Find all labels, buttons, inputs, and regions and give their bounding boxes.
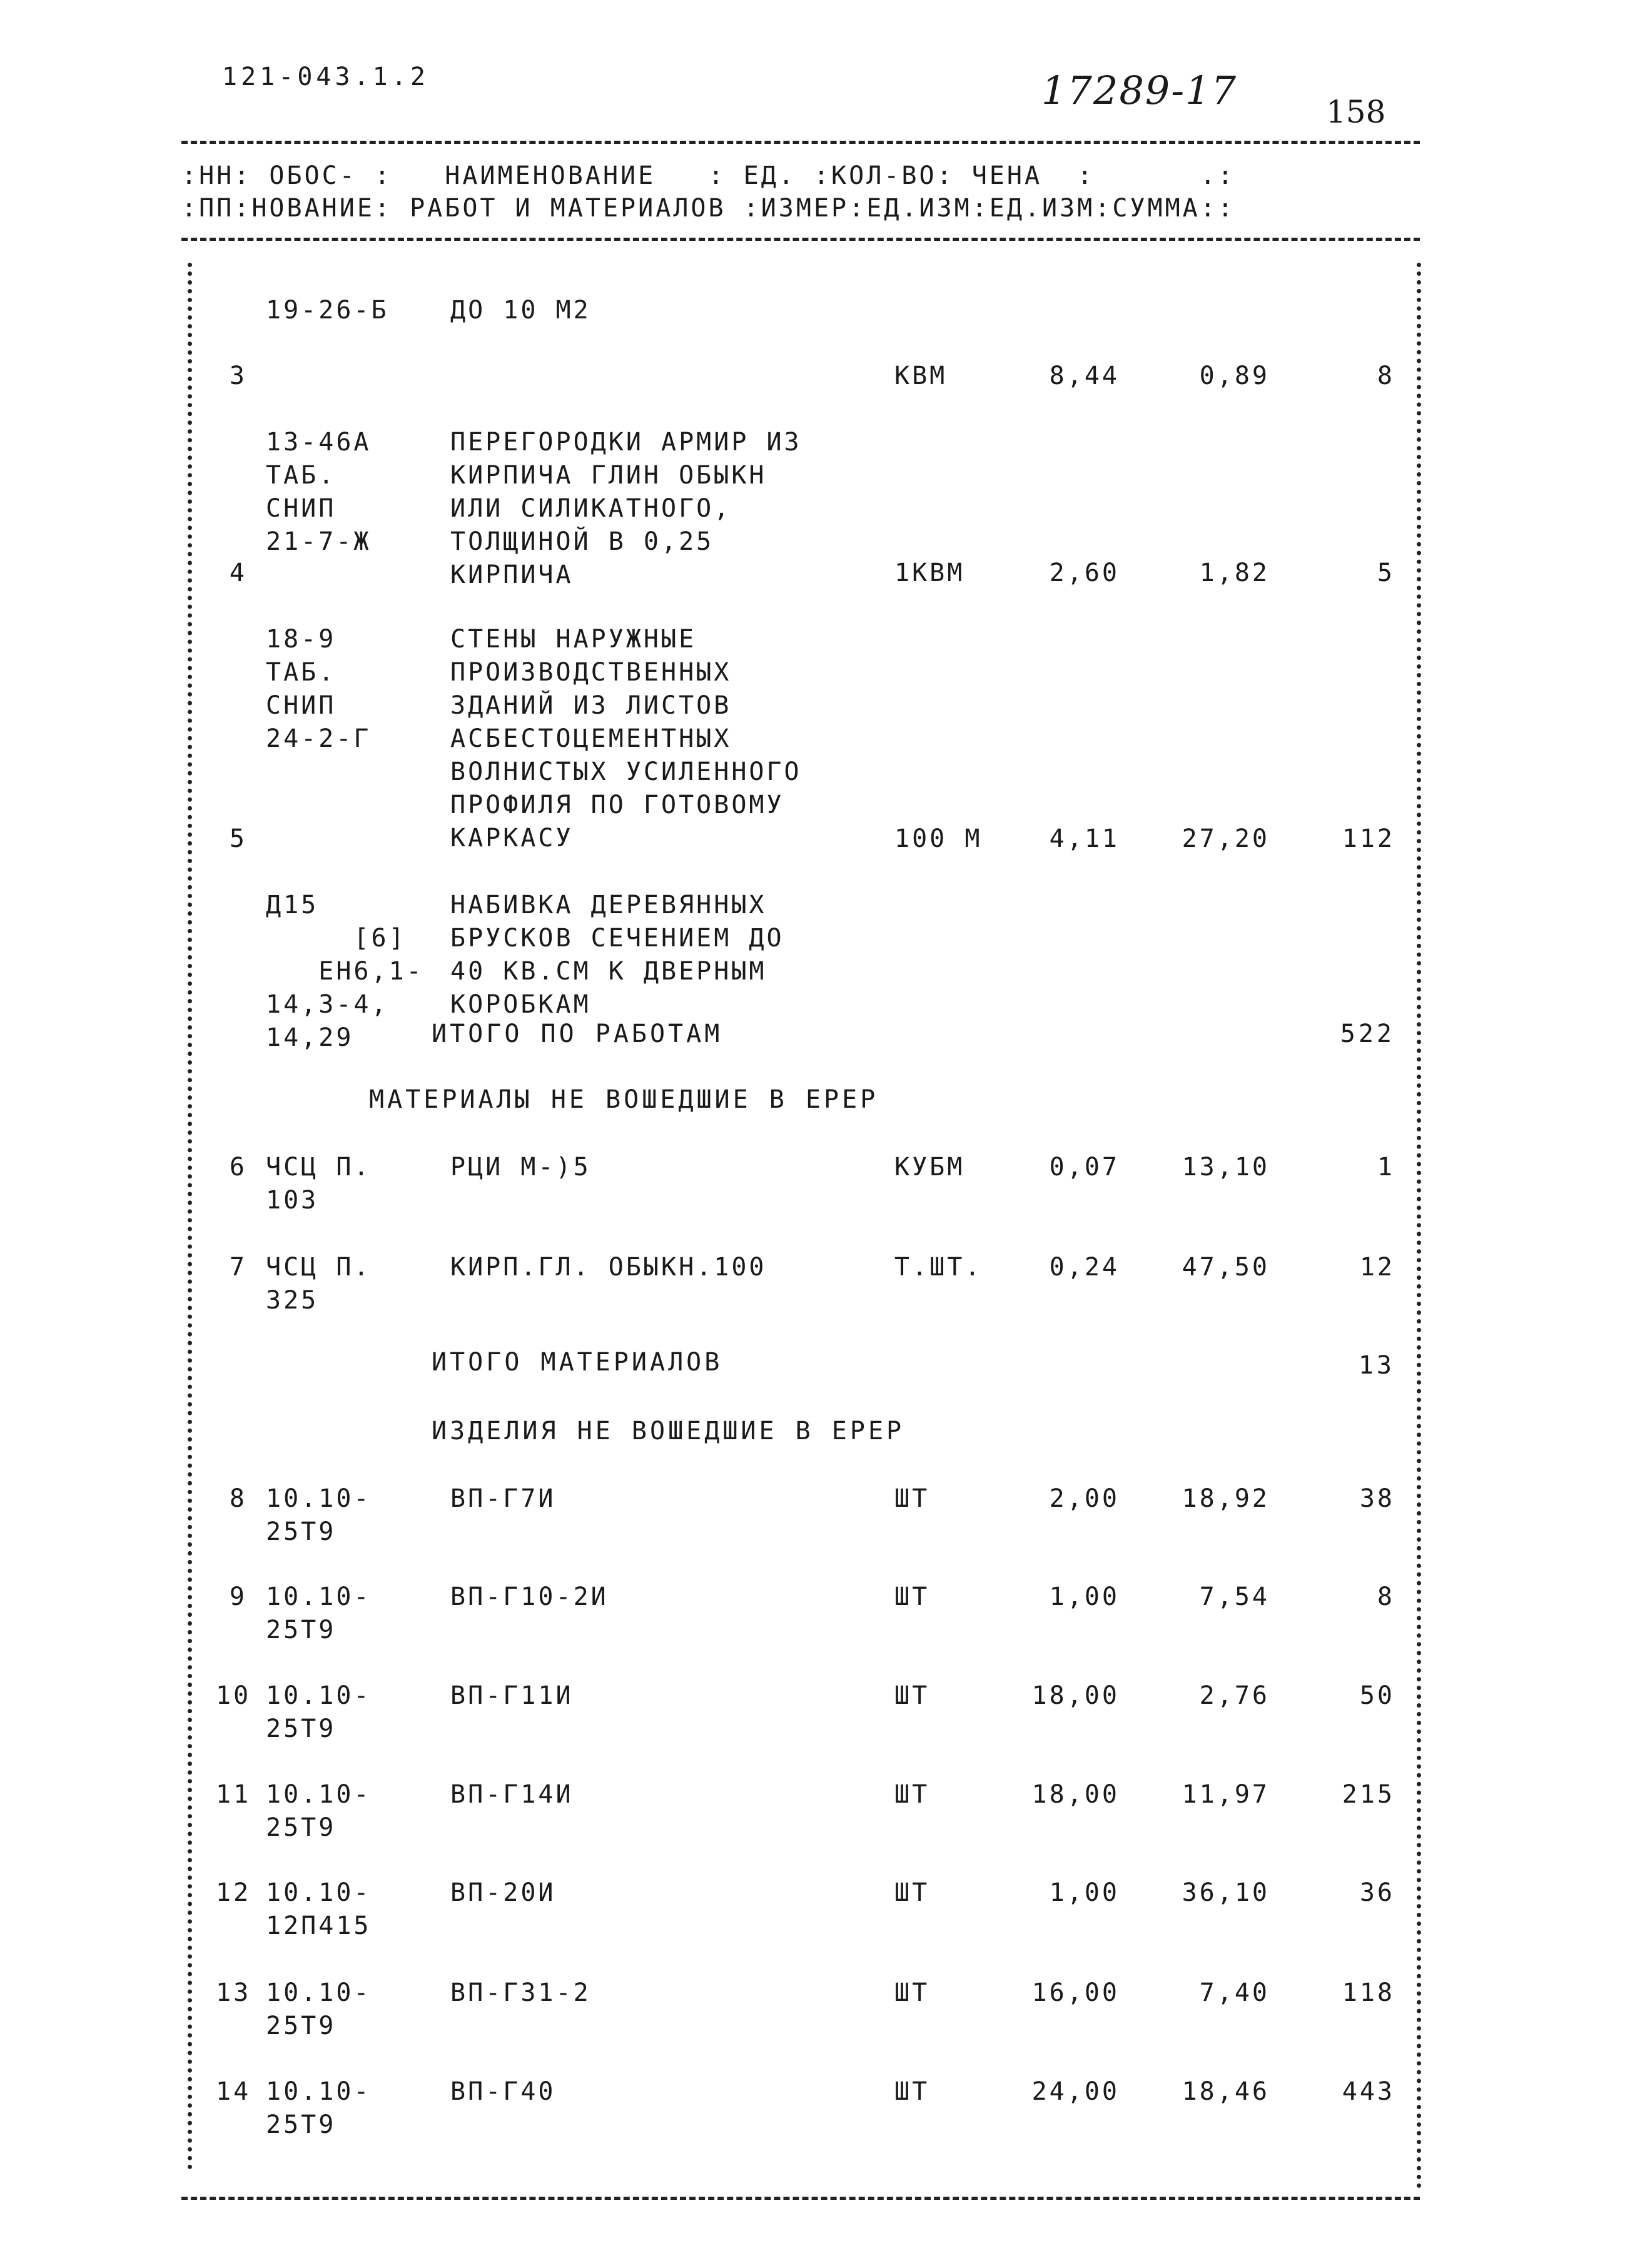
row-price: 0,89 [1199,362,1270,390]
row-name: ВП-Г11И [450,1681,574,1710]
row-price: 11,97 [1182,1780,1270,1809]
row-quantity: 2,60 [1049,559,1120,587]
products-section-heading: ИЗДЕЛИЯ НЕ ВОШЕДШИЕ В ЕРЕР [432,1417,905,1445]
bottom-rule [181,2197,1420,2200]
row-number: 10 [216,1681,251,1710]
row-code: 10.10- 25Т9 [266,1978,372,2040]
row-quantity: 1,00 [1049,1878,1120,1907]
top-rule [181,141,1420,144]
row-price: 47,50 [1182,1253,1270,1282]
row-price: 18,46 [1182,2077,1270,2106]
row-sum: 118 [1342,1978,1395,2007]
row-name: НАБИВКА ДЕРЕВЯННЫХ БРУСКОВ СЕЧЕНИЕМ ДО 40 КВ.СМ К ДВЕРНЫМ КОРОБКАМ [450,891,784,1019]
row-sum: 38 [1359,1484,1395,1513]
row-unit: ШТ [894,1780,930,1809]
row-code: 19-26-Б [266,296,389,325]
row-sum: 8 [1377,362,1395,390]
header-line-1: :НН: ОБОС- : НАИМЕНОВАНИЕ : ЕД. :КОЛ-ВО: ЧЕНА : .: [181,161,1235,190]
row-unit: ШТ [894,1582,930,1611]
row-name: ВП-Г7И [450,1484,556,1513]
document-code: 121-043.1.2 [222,63,429,91]
row-sum: 8 [1377,1582,1395,1611]
row-unit: ШТ [894,1484,930,1513]
row-quantity: 18,00 [1031,1780,1120,1809]
row-name: РЦИ М-)5 [450,1153,591,1182]
row-number: 8 [229,1484,247,1513]
row-unit: КУБМ [894,1153,965,1182]
row-code: 10.10- 12П415 [266,1878,372,1940]
materials-total-sum: 13 [1358,1351,1395,1380]
row-sum: 50 [1359,1681,1395,1710]
row-unit: ШТ [894,1681,930,1710]
row-name: ВП-Г10-2И [450,1582,609,1611]
row-quantity: 0,07 [1049,1153,1120,1182]
row-number: 5 [229,824,247,853]
row-price: 18,92 [1182,1484,1270,1513]
row-price: 36,10 [1182,1878,1270,1907]
row-unit: ШТ [894,2077,930,2106]
row-sum: 36 [1359,1878,1395,1907]
page-number: 158 [1326,94,1386,130]
row-sum: 1 [1377,1153,1395,1182]
row-name: СТЕНЫ НАРУЖНЫЕ ПРОИЗВОДСТВЕННЫХ ЗДАНИЙ ИЗ ЛИСТОВ АСБЕСТОЦЕМЕНТНЫХ ВОЛНИСТЫХ УСИЛЕННОГО ПРОФИЛЯ ПО ГОТОВОМУ КАРКАСУ [450,625,802,853]
row-price: 2,76 [1199,1681,1270,1710]
row-code: Д15 [6] ЕН6,1- 14,3-4, 14,29 [266,891,424,1052]
row-price: 27,20 [1182,824,1270,853]
row-quantity: 0,24 [1049,1253,1120,1282]
row-code: ЧСЦ П. 325 [266,1253,372,1315]
row-name: ПЕРЕГОРОДКИ АРМИР ИЗ КИРПИЧА ГЛИН ОБЫКН ИЛИ СИЛИКАТНОГО, ТОЛЩИНОЙ В 0,25 КИРПИЧА [450,428,802,589]
row-name: КИРП.ГЛ. ОБЫКН.100 [450,1253,767,1282]
row-price: 7,54 [1199,1582,1270,1611]
row-number: 9 [229,1582,247,1611]
row-quantity: 2,00 [1049,1484,1120,1513]
row-unit: Т.ШТ. [894,1253,983,1282]
row-name: ВП-Г40 [450,2077,556,2106]
row-quantity: 8,44 [1049,362,1120,390]
row-unit: 1КВМ [894,559,965,587]
row-name: ВП-Г31-2 [450,1978,591,2007]
row-number: 14 [216,2077,251,2106]
row-quantity: 16,00 [1031,1978,1120,2007]
row-code: ЧСЦ П. 103 [266,1153,372,1215]
row-sum: 112 [1342,824,1395,853]
works-total-label: ИТОГО ПО РАБОТАМ [432,1020,723,1048]
materials-total-label: ИТОГО МАТЕРИАЛОВ [432,1348,723,1377]
row-unit: ШТ [894,1978,930,2007]
row-number: 12 [216,1878,251,1907]
works-total-sum: 522 [1340,1020,1395,1048]
left-border [188,263,198,2170]
row-number: 4 [229,559,247,587]
row-sum: 12 [1359,1253,1395,1282]
row-unit: 100 М [894,824,983,853]
row-code: 10.10- 25Т9 [266,1582,372,1644]
row-unit: ШТ [894,1878,930,1907]
row-code: 10.10- 25Т9 [266,1780,372,1842]
row-number: 7 [229,1253,247,1282]
row-price: 13,10 [1182,1153,1270,1182]
row-code: 10.10- 25Т9 [266,1681,372,1743]
row-code: 10.10- 25Т9 [266,2077,372,2139]
row-quantity: 1,00 [1049,1582,1120,1611]
right-border [1417,263,1427,2189]
materials-section-heading: МАТЕРИАЛЫ НЕ ВОШЕДШИЕ В ЕРЕР [369,1085,879,1114]
row-price: 1,82 [1199,559,1270,587]
row-quantity: 24,00 [1031,2077,1120,2106]
row-number: 11 [216,1780,251,1809]
header-rule [181,238,1420,241]
row-name: ВП-Г14И [450,1780,574,1809]
row-number: 13 [216,1978,251,2007]
row-sum: 215 [1342,1780,1395,1809]
header-line-2: :ПП:НОВАНИЕ: РАБОТ И МАТЕРИАЛОВ :ИЗМЕР:ЕД.ИЗМ:ЕД.ИЗМ:СУММА:: [181,194,1235,223]
row-sum: 5 [1377,559,1395,587]
row-quantity: 18,00 [1031,1681,1120,1710]
row-code: 10.10- 25Т9 [266,1484,372,1546]
row-number: 3 [229,362,247,390]
row-code: 18-9 ТАБ. СНИП 24-2-Г [266,625,372,753]
row-name: ДО 10 М2 [450,296,591,325]
row-unit: КВМ [894,362,948,390]
row-quantity: 4,11 [1049,824,1120,853]
handwritten-number: 17289-17 [1041,68,1238,113]
row-price: 7,40 [1199,1978,1270,2007]
row-name: ВП-20И [450,1878,556,1907]
row-sum: 443 [1342,2077,1395,2106]
row-number: 6 [229,1153,247,1182]
row-code: 13-46А ТАБ. СНИП 21-7-Ж [266,428,372,556]
